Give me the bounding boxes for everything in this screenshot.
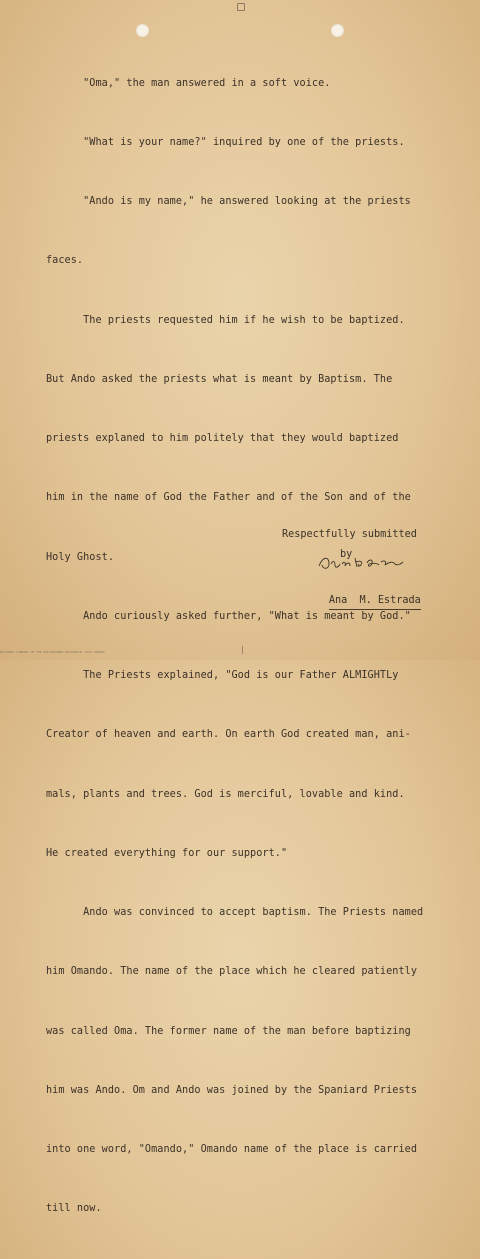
text-line: into one word, "Omando," Omando name of the place is carried [46, 1144, 418, 1155]
text-line: him in the name of God the Father and of the Son and of the [46, 492, 411, 504]
text-line: Creator of heaven and earth. On earth God created man, ani- [46, 729, 411, 741]
text-line: "Ando is my name," he answered looking at the priests [46, 196, 411, 207]
document-body [46, 34, 456, 1259]
closing-text: Respectfully submitted [282, 529, 417, 540]
text-line: him was Ando. Om and Ando was joined by the Spaniard Priests [46, 1084, 418, 1096]
by-text: by [340, 549, 353, 560]
text-line: faces. [46, 255, 84, 267]
text-line: Holy Ghost. [46, 551, 115, 563]
text-line: "Oma," the man answered in a soft voice. [46, 77, 331, 89]
text-line: He created everything for our support." [46, 847, 288, 859]
text-line: The Priests explained, "God is our Father ALMIGHTLy [46, 670, 399, 681]
signature-block [282, 528, 452, 624]
text-line: Ando curiously asked further, "What is meant by God." [46, 610, 411, 622]
fold-tick [242, 646, 243, 654]
text-line: priests explaned to him politely that they would baptized [46, 433, 399, 444]
page-marker [237, 3, 245, 11]
text-line: till now. [46, 1203, 102, 1215]
text-line: "What is your name?" inquired by one of the priests. [46, 136, 405, 148]
text-line: Ando was convinced to accept baptism. The Priests named [46, 907, 424, 918]
signer-name: Ana M. Estrada [329, 594, 421, 610]
text-line: But Ando asked the priests what is meant by Baptism. The [46, 373, 393, 385]
text-line: was called Oma. The former name of the man before baptizing [46, 1025, 411, 1037]
text-line: mals, plants and trees. God is merciful, lovable and kind. [46, 788, 405, 800]
text-line: him Omando. The name of the place which he cleared patiently [46, 966, 418, 978]
footer-imprint: NATIONAL LIBRARY OF THE PHILIPPINES HISTORICAL DATA PAPERS [0, 650, 105, 654]
text-line: The priests requested him if he wish to be baptized. [46, 314, 405, 326]
handwritten-signature [317, 552, 407, 574]
